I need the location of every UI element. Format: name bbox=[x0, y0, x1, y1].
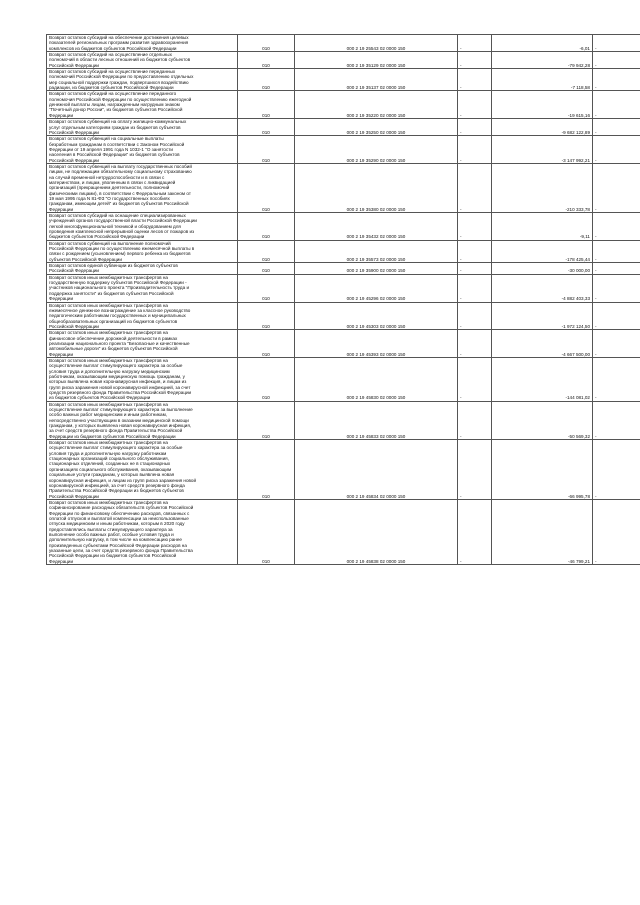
row-code-cell: 010 bbox=[238, 263, 295, 275]
row-kbk-cell: 000 2 19 45838 02 0000 150 bbox=[295, 499, 458, 564]
row-plan-cell: - bbox=[458, 440, 492, 500]
row-name-cell: Возврат остатков иных межбюджетных трансфертов на осуществление выплат стимулирующего характера за особые условия труда и дополнительную нагрузку работникам стационарных организаций социального обслуживания, стационарных отделений, созданных не в стационарных организациях социального обслуживания, оказывающим социальные услуги гражданам, у которых выявлена новая коронавирусная инфекция, и лицам из групп риска заражения новой коронавирусной инфекцией, за счет средств резервного фонда Правительства Российской Федерации из бюджетов субъектов Российской Федерации bbox=[47, 440, 238, 500]
row-plan-cell: - bbox=[458, 401, 492, 439]
table-row bbox=[47, 240, 640, 262]
row-code-cell: 010 bbox=[238, 163, 295, 212]
row-unexecuted-cell: - bbox=[593, 330, 640, 358]
row-code-cell: 010 bbox=[238, 499, 295, 564]
row-name-cell: Возврат остатков субвенций на выплату государственных пособий лицам, не подлежащим обязательному социальному страхованию на случай временной нетрудоспособности и в связи с материнством, и лицам, уволенным в связи с ликвидацией организаций (прекращением деятельности, полномочий физическими лицами), в соответствии с Федеральным законом от 19 мая 1995 года N 81-ФЗ "О государственных пособиях гражданам, имеющим детей" из бюджетов субъектов Российской Федерации bbox=[47, 163, 238, 212]
row-kbk-cell: 000 2 19 45303 02 0000 150 bbox=[295, 302, 458, 330]
budget-report-table bbox=[46, 34, 640, 565]
row-executed-cell: -66 995,78 bbox=[492, 440, 593, 500]
row-code-cell: 010 bbox=[238, 91, 295, 119]
table-row bbox=[47, 91, 640, 119]
table-row bbox=[47, 136, 640, 164]
row-plan-cell: - bbox=[458, 69, 492, 91]
table-row bbox=[47, 263, 640, 275]
row-name-cell: Возврат остатков субвенций на выполнение полномочий Российской Федерации по осуществлению ежемесячной выплаты в связи с рождением (усыновлением) первого ребенка из бюджетов субъектов Российской Федерации bbox=[47, 240, 238, 262]
row-code-cell: 010 bbox=[238, 136, 295, 164]
row-unexecuted-cell: - bbox=[593, 119, 640, 136]
row-kbk-cell: 000 2 19 35250 02 0000 150 bbox=[295, 119, 458, 136]
row-kbk-cell: 000 2 19 35290 02 0000 150 bbox=[295, 136, 458, 164]
row-executed-cell: -4 667 500,00 bbox=[492, 330, 593, 358]
row-plan-cell: - bbox=[458, 499, 492, 564]
row-kbk-cell: 000 2 19 45833 02 0000 150 bbox=[295, 401, 458, 439]
row-executed-cell: -30 000,00 bbox=[492, 263, 593, 275]
row-unexecuted-cell: - bbox=[593, 499, 640, 564]
table-row bbox=[47, 440, 640, 500]
row-plan-cell: - bbox=[458, 119, 492, 136]
row-plan-cell: - bbox=[458, 357, 492, 401]
row-plan-cell: - bbox=[458, 330, 492, 358]
row-code-cell: 010 bbox=[238, 69, 295, 91]
row-plan-cell: - bbox=[458, 163, 492, 212]
row-code-cell: 010 bbox=[238, 240, 295, 262]
row-unexecuted-cell: - bbox=[593, 136, 640, 164]
table-row bbox=[47, 274, 640, 302]
table-row bbox=[47, 330, 640, 358]
row-kbk-cell: 000 2 19 35432 02 0000 150 bbox=[295, 213, 458, 241]
row-name-cell: Возврат остатков субсидий на осуществление отдельных полномочий в области лесных отношений из бюджетов субъектов Российской Федерации bbox=[47, 52, 238, 69]
row-code-cell: 010 bbox=[238, 357, 295, 401]
row-unexecuted-cell: - bbox=[593, 357, 640, 401]
row-plan-cell: - bbox=[458, 91, 492, 119]
row-plan-cell: - bbox=[458, 274, 492, 302]
row-plan-cell: - bbox=[458, 136, 492, 164]
row-unexecuted-cell: - bbox=[593, 35, 640, 52]
row-executed-cell: -46 799,21 bbox=[492, 499, 593, 564]
row-name-cell: Возврат остатков иных межбюджетных трансфертов на ежемесячное денежное вознаграждение за классное руководство педагогическим работникам государственных и муниципальных общеобразовательных организаций из бюджетов субъектов Российской Федерации bbox=[47, 302, 238, 330]
table-row bbox=[47, 119, 640, 136]
row-kbk-cell: 000 2 19 45830 02 0000 150 bbox=[295, 357, 458, 401]
row-name-cell: Возврат остатков иных межбюджетных трансфертов на финансовое обеспечение дорожной деятельности в рамках реализации национального проекта "Безопасные и качественные автомобильные дороги" из бюджетов субъектов Российской Федерации bbox=[47, 330, 238, 358]
row-plan-cell: - bbox=[458, 52, 492, 69]
row-kbk-cell: 000 2 19 35220 02 0000 150 bbox=[295, 91, 458, 119]
row-plan-cell: - bbox=[458, 302, 492, 330]
row-unexecuted-cell: - bbox=[593, 213, 640, 241]
row-plan-cell: - bbox=[458, 213, 492, 241]
row-name-cell: Возврат остатков субсидий на оснащение специализированных учреждений органов государственной власти Российской Федерации легкой многофункциональной техникой и оборудованием для проведения комплексной непрерывной оценки лесов от пожаров из бюджетов субъектов Российской Федерации bbox=[47, 213, 238, 241]
row-kbk-cell: 000 2 19 35129 02 0000 150 bbox=[295, 52, 458, 69]
row-executed-cell: -178 425,44 bbox=[492, 240, 593, 262]
row-name-cell: Возврат остатков субсидий на обеспечение достижения целевых показателей региональных программ развития здравоохранения комплексов из бюджетов субъектов Российской Федерации bbox=[47, 35, 238, 52]
table-row bbox=[47, 499, 640, 564]
row-name-cell: Возврат остатков иных межбюджетных трансфертов на осуществление выплат стимулирующего характера за выполнение особо важных работ медицинским и иным работникам, непосредственно участвующим в оказании медицинской помощи гражданам, у которых выявлена новая коронавирусная инфекция, за счет средств резервного фонда Правительства Российской Федерации из бюджетов субъектов Российской Федерации bbox=[47, 401, 238, 439]
row-kbk-cell: 000 2 19 45393 02 0000 150 bbox=[295, 330, 458, 358]
row-unexecuted-cell: - bbox=[593, 240, 640, 262]
row-plan-cell: - bbox=[458, 35, 492, 52]
row-name-cell: Возврат остатков единой субвенции из бюджетов субъектов Российской Федерации bbox=[47, 263, 238, 275]
row-code-cell: 010 bbox=[238, 213, 295, 241]
row-name-cell: Возврат остатков иных межбюджетных трансфертов на софинансирование расходных обязательств субъектов Российской Федерации по финансовому обеспечению расходов, связанных с оплатой отпусков и выплатой компенсации за неиспользованные отпуска медицинским и иным работникам, которым в 2020 году предоставлялись выплаты стимулирующего характера за выполнение особо важных работ, особые условия труда и дополнительную нагрузку, в том числе на компенсацию ранее произведенных субъектами Российской Федерации расходов на указанные цели, за счет средств резервного фонда Правительства Российской Федерации из бюджетов субъектов Российской Федерации bbox=[47, 499, 238, 564]
row-name-cell: Возврат остатков субсидий на осуществление переданного полномочия Российской Федерации по осуществлению ежегодной денежной выплаты лицам, награжденным нагрудным знаком "Почетный донор России", из бюджетов субъектов Российской Федерации bbox=[47, 91, 238, 119]
row-kbk-cell: 000 2 19 45296 02 0000 150 bbox=[295, 274, 458, 302]
row-executed-cell: -3 147 992,21 bbox=[492, 136, 593, 164]
row-kbk-cell: 000 2 19 35380 02 0000 150 bbox=[295, 163, 458, 212]
row-plan-cell: - bbox=[458, 240, 492, 262]
row-executed-cell: -9 682 122,89 bbox=[492, 119, 593, 136]
row-unexecuted-cell: - bbox=[593, 274, 640, 302]
row-executed-cell: -144 081,02 bbox=[492, 357, 593, 401]
row-unexecuted-cell: - bbox=[593, 263, 640, 275]
row-plan-cell: - bbox=[458, 263, 492, 275]
row-kbk-cell: 000 2 19 35137 02 0000 150 bbox=[295, 69, 458, 91]
row-code-cell: 010 bbox=[238, 52, 295, 69]
row-name-cell: Возврат остатков субсидий на осуществление переданных полномочий Российской Федерации по предоставлению отдельных мер социальной поддержки граждан, подвергшихся воздействию радиации, из бюджетов субъектов Российской Федерации bbox=[47, 69, 238, 91]
table-row bbox=[47, 213, 640, 241]
row-unexecuted-cell: - bbox=[593, 163, 640, 212]
row-name-cell: Возврат остатков субвенций на социальные выплаты безработным гражданам в соответствии с Законом Российской Федерации от 19 апреля 1991 года N 1032-1 "О занятости населения в Российской Федерации" из бюджетов субъектов Российской Федерации bbox=[47, 136, 238, 164]
row-kbk-cell: 000 2 19 45834 02 0000 150 bbox=[295, 440, 458, 500]
row-kbk-cell: 000 2 19 25543 02 0000 150 bbox=[295, 35, 458, 52]
table-row bbox=[47, 69, 640, 91]
row-name-cell: Возврат остатков иных межбюджетных трансфертов на осуществление выплат стимулирующего характера за особые условия труда и дополнительную нагрузку медицинским работникам, оказывающим медицинскую помощь гражданам, у которых выявлена новая коронавирусная инфекция, и лицам из групп риска заражения новой коронавирусной инфекцией, за счет средств резервного фонда Правительства Российской Федерации из бюджетов субъектов Российской Федерации bbox=[47, 357, 238, 401]
row-unexecuted-cell: - bbox=[593, 52, 640, 69]
row-code-cell: 010 bbox=[238, 401, 295, 439]
row-executed-cell: -6,01 bbox=[492, 35, 593, 52]
row-executed-cell: -4 882 403,33 bbox=[492, 274, 593, 302]
table-row bbox=[47, 302, 640, 330]
row-unexecuted-cell: - bbox=[593, 69, 640, 91]
row-code-cell: 010 bbox=[238, 302, 295, 330]
table-body bbox=[47, 35, 640, 565]
row-executed-cell: -79 942,28 bbox=[492, 52, 593, 69]
row-executed-cell: -210 333,78 bbox=[492, 163, 593, 212]
table-row bbox=[47, 357, 640, 401]
row-executed-cell: -50 569,32 bbox=[492, 401, 593, 439]
row-unexecuted-cell: - bbox=[593, 91, 640, 119]
row-unexecuted-cell: - bbox=[593, 440, 640, 500]
row-code-cell: 010 bbox=[238, 119, 295, 136]
table-row bbox=[47, 52, 640, 69]
row-name-cell: Возврат остатков иных межбюджетных трансфертов на государственную поддержку субъектов Российской Федерации - участников национального проекта "Производительность труда и поддержка занятости" из бюджетов субъектов Российской Федерации bbox=[47, 274, 238, 302]
row-executed-cell: -7 118,58 bbox=[492, 69, 593, 91]
row-code-cell: 010 bbox=[238, 274, 295, 302]
row-unexecuted-cell: - bbox=[593, 302, 640, 330]
row-executed-cell: -19 615,16 bbox=[492, 91, 593, 119]
row-kbk-cell: 000 2 19 35573 02 0000 150 bbox=[295, 240, 458, 262]
row-code-cell: 010 bbox=[238, 330, 295, 358]
table-row bbox=[47, 401, 640, 439]
table-row bbox=[47, 163, 640, 212]
row-code-cell: 010 bbox=[238, 35, 295, 52]
row-kbk-cell: 000 2 19 35900 02 0000 150 bbox=[295, 263, 458, 275]
row-unexecuted-cell: - bbox=[593, 401, 640, 439]
row-executed-cell: -1 972 124,50 bbox=[492, 302, 593, 330]
row-name-cell: Возврат остатков субвенций на оплату жилищно-коммунальных услуг отдельным категориям граждан из бюджетов субъектов Российской Федерации bbox=[47, 119, 238, 136]
table-row bbox=[47, 35, 640, 52]
row-executed-cell: -9,11 bbox=[492, 213, 593, 241]
row-code-cell: 010 bbox=[238, 440, 295, 500]
